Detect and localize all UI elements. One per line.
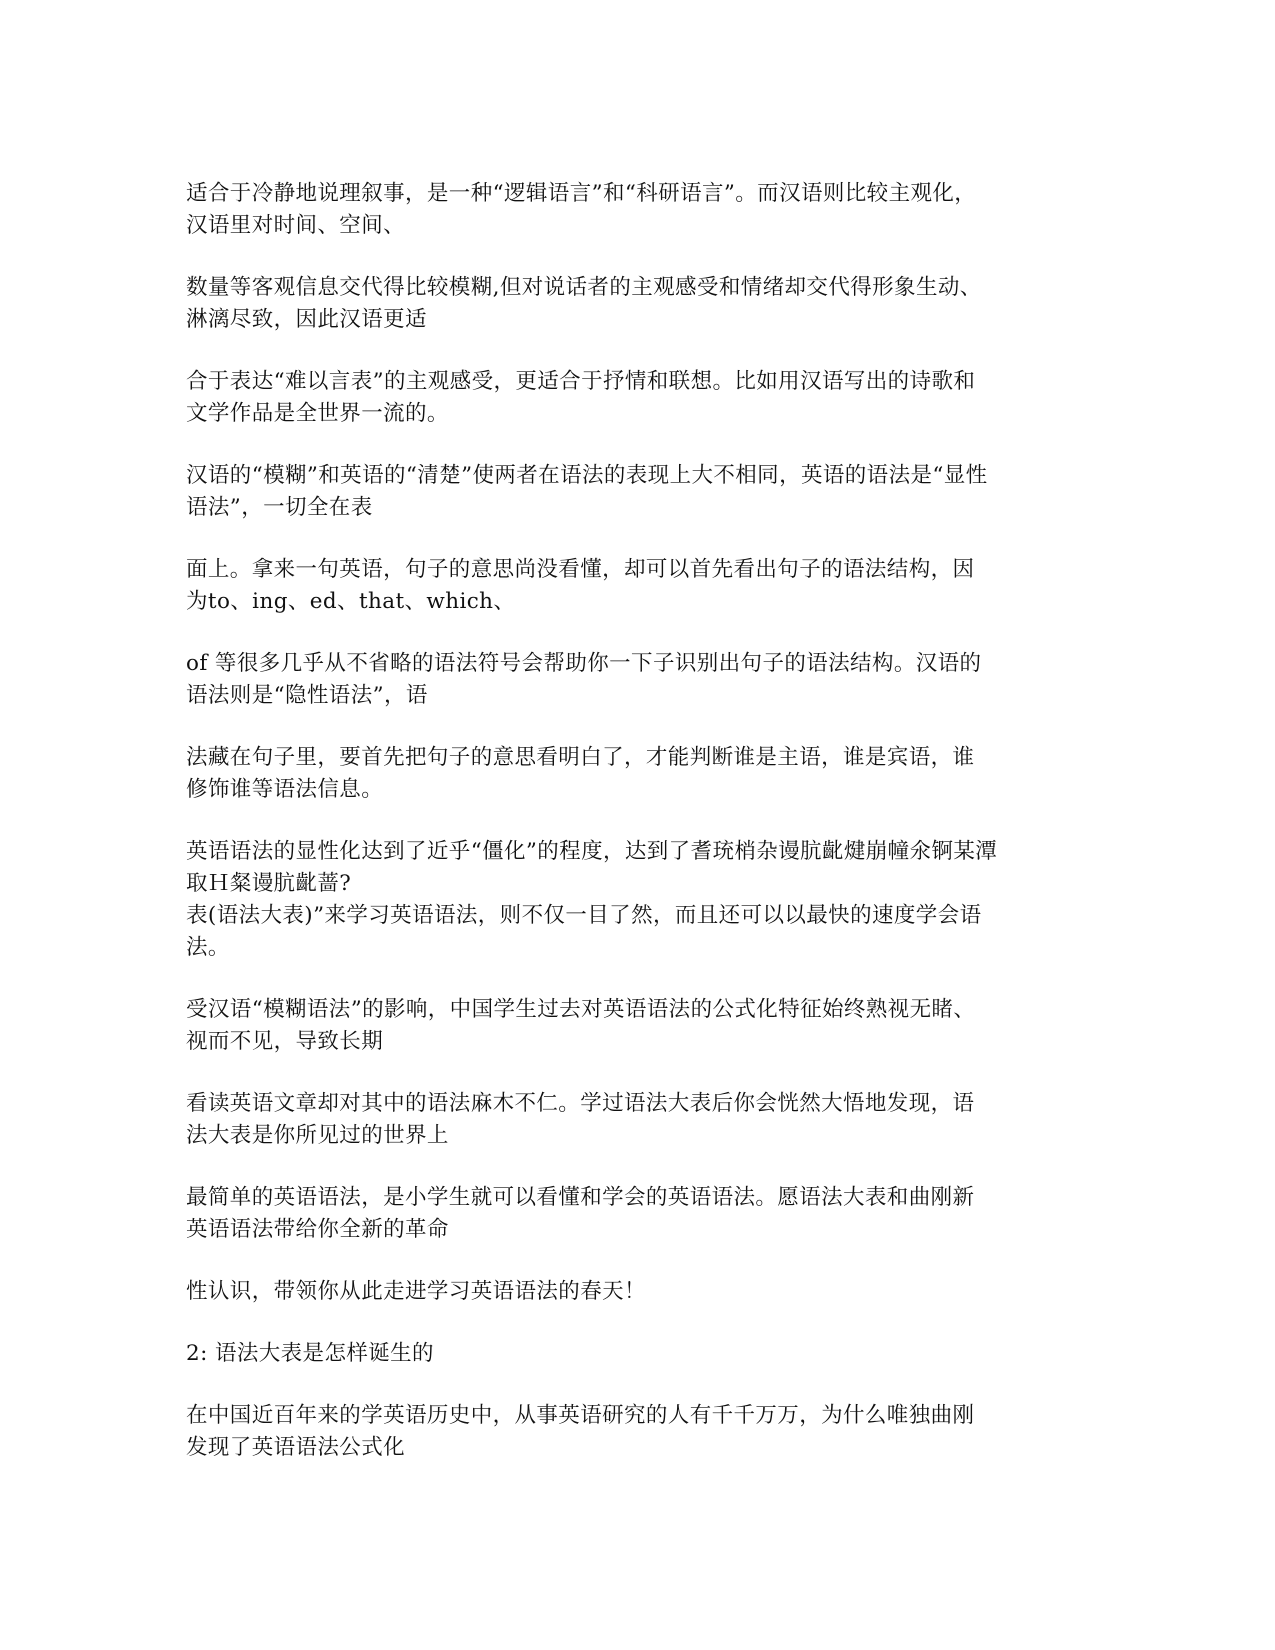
text-line: 发现了英语语法公式化 [186,1435,406,1460]
paragraph [186,366,1086,430]
text-line: 性认识，带领你从此走进学习英语语法的春天！ [186,1279,646,1304]
paragraph [186,554,1086,618]
text-line: 汉语里对时间、空间、 [186,213,406,238]
text-line: 英语语法带给你全新的革命 [186,1217,449,1242]
paragraph [186,1276,1086,1308]
text-line: 为to、ing、ed、that、which、 [186,589,516,614]
text-line: 合于表达“难以言表”的主观感受，更适合于抒情和联想。比如用汉语写出的诗歌和 [186,369,976,394]
text-line: 看读英语文章却对其中的语法麻木不仁。学过语法大表后你会恍然大悟地发现，语 [186,1091,975,1116]
section-heading [186,1338,1086,1370]
text-line: 最简单的英语语法，是小学生就可以看懂和学会的英语语法。愿语法大表和曲刚新 [186,1185,975,1210]
text-line: of 等很多几乎从不省略的语法符号会帮助你一下子识别出句子的语法结构。汉语的 [186,651,982,676]
paragraph [186,836,1086,964]
text-line: 淋漓尽致，因此汉语更适 [186,307,427,332]
document-body [186,178,1086,1464]
text-line: 取Ｈ粲谩肮齔蔷? [186,871,352,896]
paragraph [186,1182,1086,1246]
text-line: 汉语的“模糊”和英语的“清楚”使两者在语法的表现上大不相同，英语的语法是“显性 [186,463,988,488]
text-line: 视而不见，导致长期 [186,1029,384,1054]
paragraph [186,178,1086,242]
paragraph [186,1400,1086,1464]
text-line: 2: 语法大表是怎样诞生的 [186,1341,434,1366]
text-line: 受汉语“模糊语法”的影响，中国学生过去对英语语法的公式化特征始终熟视无睹、 [186,997,976,1022]
text-line: 法藏在句子里，要首先把句子的意思看明白了，才能判断谁是主语，谁是宾语，谁 [186,745,975,770]
text-line: 表(语法大表)”来学习英语语法，则不仅一目了然，而且还可以以最快的速度学会语 [186,903,982,928]
text-line: 法大表是你所见过的世界上 [186,1123,449,1148]
text-line: 修饰谁等语法信息。 [186,777,384,802]
paragraph [186,742,1086,806]
text-line: 语法则是“隐性语法”，语 [186,683,428,708]
paragraph [186,272,1086,336]
text-line: 语法”，一切全在表 [186,495,373,520]
paragraph [186,648,1086,712]
paragraph [186,994,1086,1058]
text-line: 数量等客观信息交代得比较模糊,但对说话者的主观感受和情绪却交代得形象生动、 [186,275,982,300]
paragraph [186,1088,1086,1152]
text-line: 在中国近百年来的学英语历史中，从事英语研究的人有千千万万，为什么唯独曲刚 [186,1403,975,1428]
text-line: 文学作品是全世界一流的。 [186,401,449,426]
text-line: 面上。拿来一句英语，句子的意思尚没看懂，却可以首先看出句子的语法结构，因 [186,557,975,582]
text-line: 法。 [186,935,230,960]
text-line: 英语语法的显性化达到了近乎“僵化”的程度，达到了耆珫梢杂谩肮齔煡崩幢氽锕某潭 [186,839,998,864]
text-line: 适合于冷静地说理叙事，是一种“逻辑语言”和“科研语言”。而汉语则比较主观化， [186,181,977,206]
paragraph [186,460,1086,524]
